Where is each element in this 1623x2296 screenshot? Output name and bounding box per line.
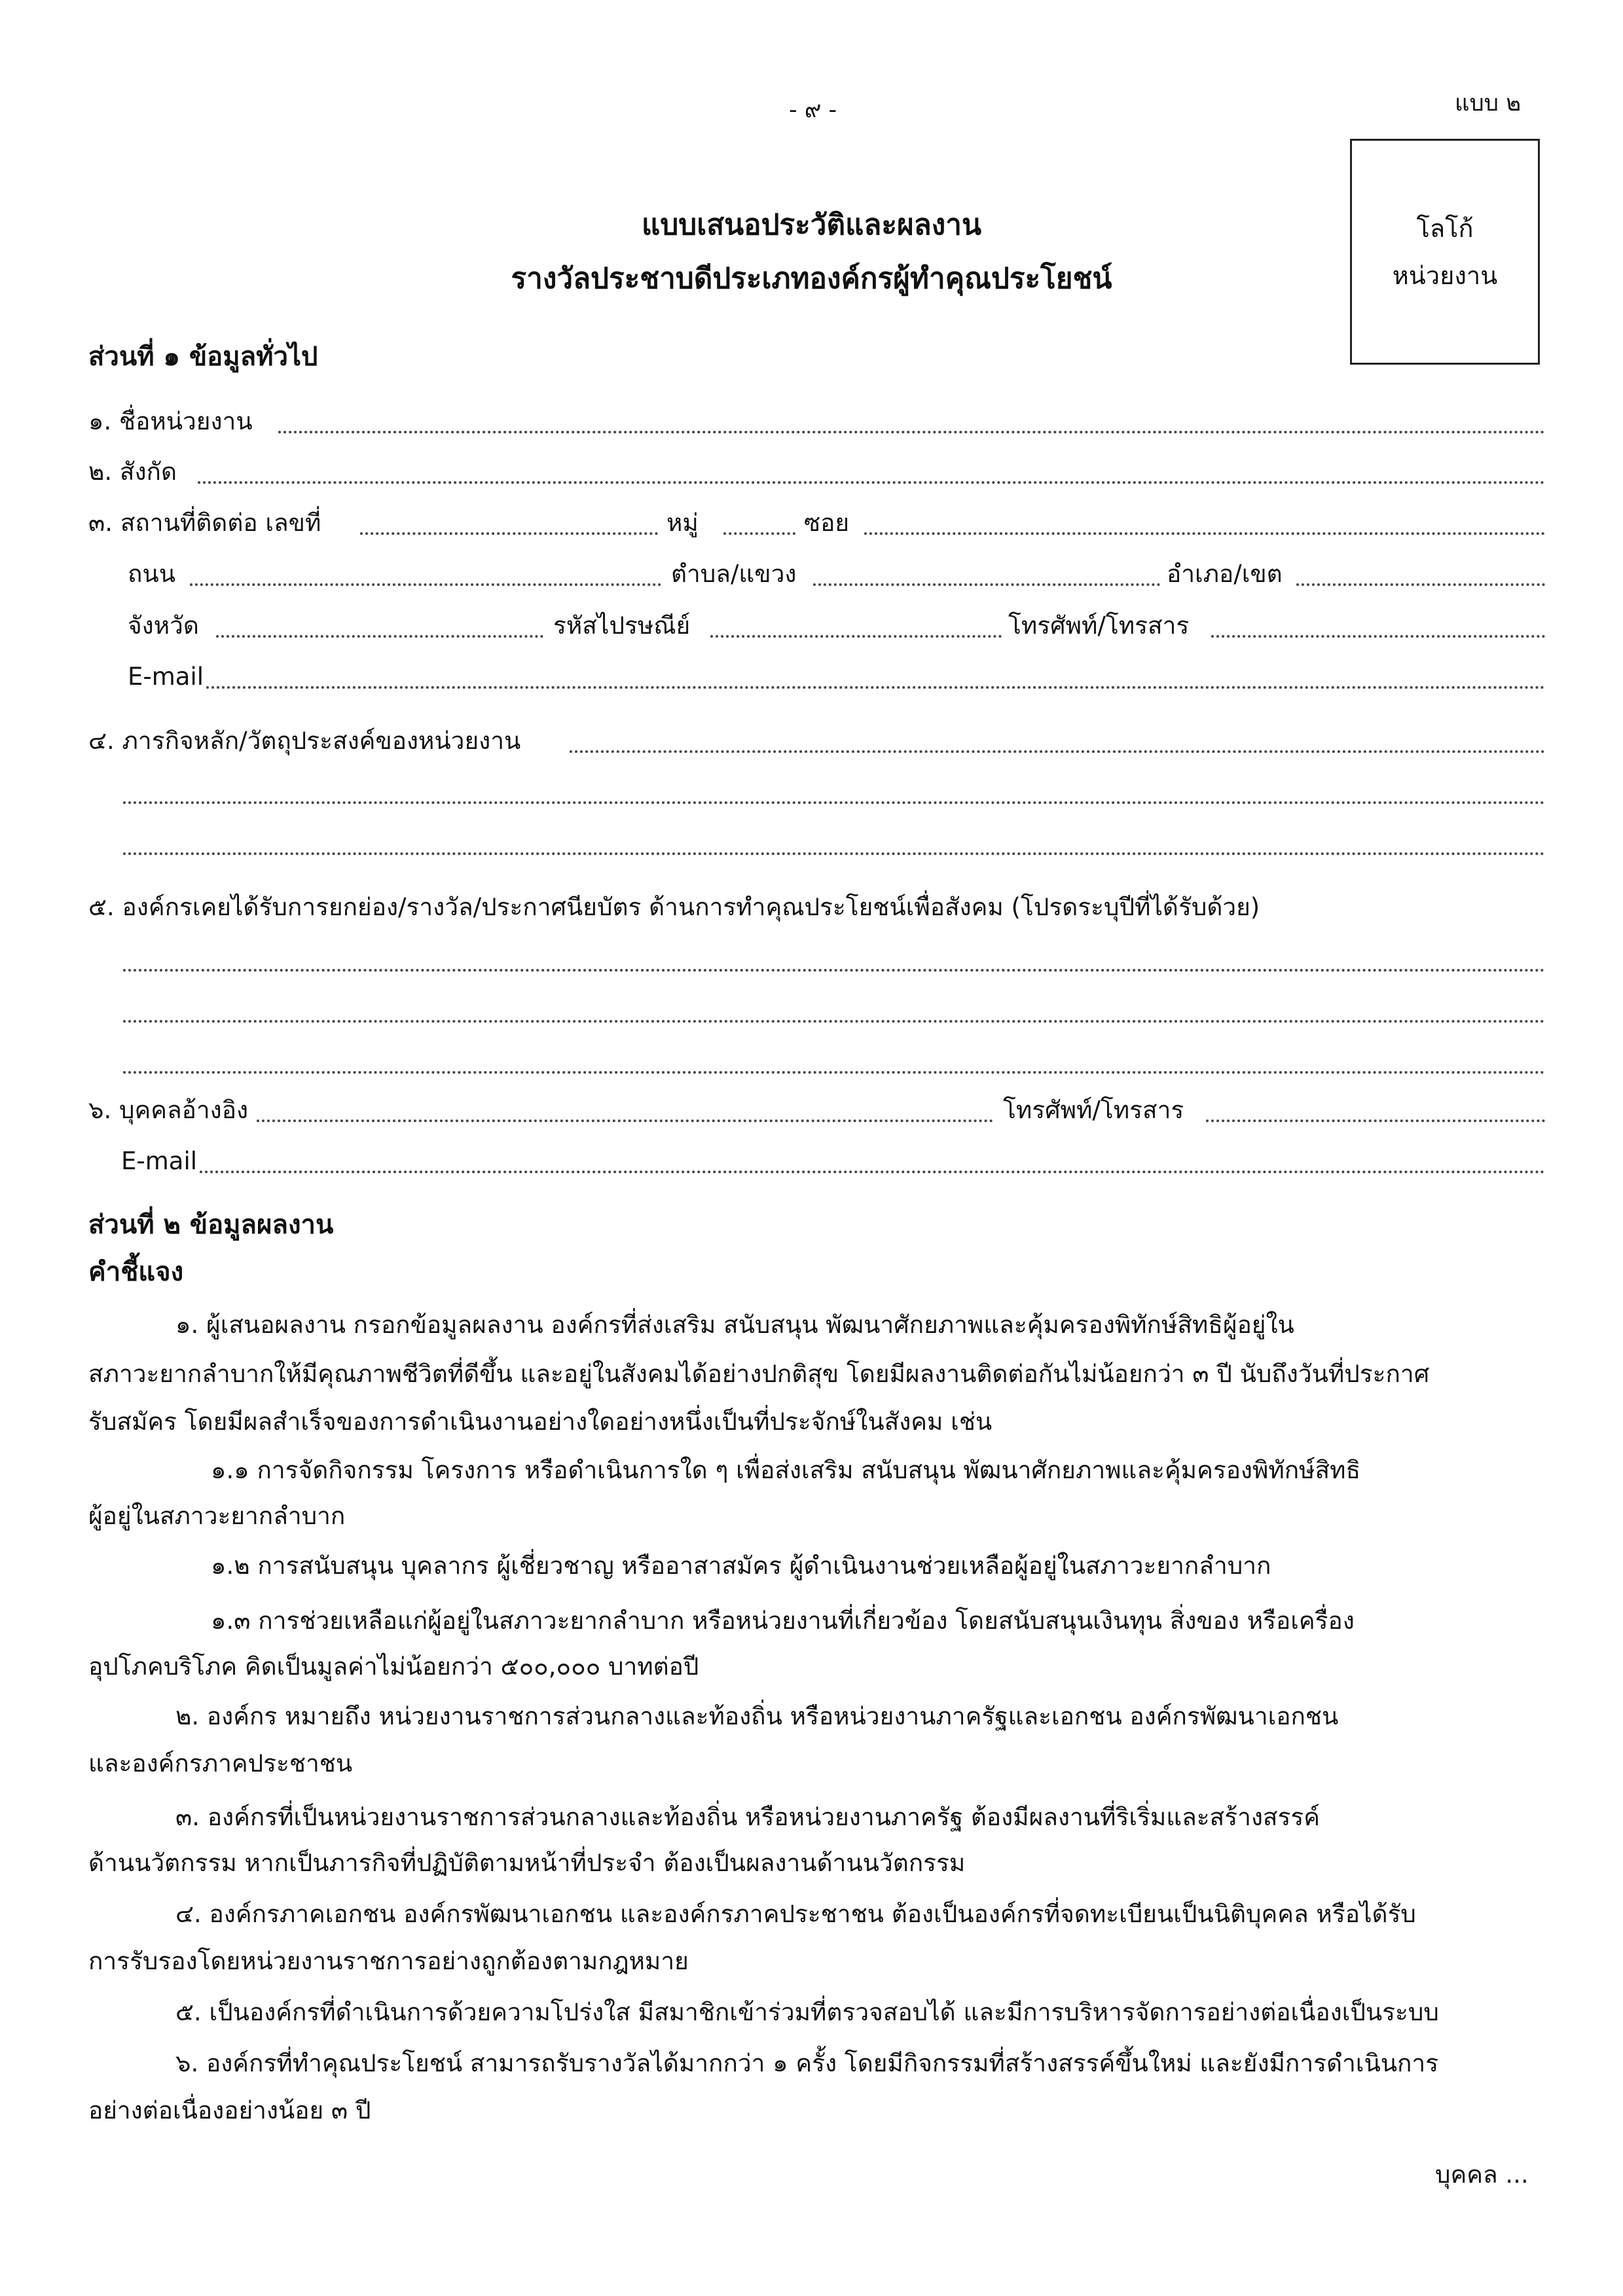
instruction-line: ผู้อยู่ในสภาวะยากลำบาก <box>88 1502 346 1530</box>
q4-mission-field[interactable] <box>570 750 1545 753</box>
q4-mission-field-line3[interactable] <box>123 852 1545 855</box>
q1-org-name-field[interactable] <box>278 431 1545 433</box>
instruction-line: การรับรองโดยหน่วยงานราชการอย่างถูกต้องตามกฎหมาย <box>88 1947 689 1975</box>
instruction-line: ๕. เป็นองค์กรที่ดำเนินการด้วยความโปร่งใส มีสมาชิกเข้าร่วมที่ตรวจสอบได้ และมีการบริหารจัดการอย่างต่อเนื่องเป็นระบบ <box>175 1998 1439 2026</box>
instruction-line: อย่างต่อเนื่องอย่างน้อย ๓ ปี <box>88 2096 371 2124</box>
part1-heading: ส่วนที่ ๑ ข้อมูลทั่วไป <box>88 342 318 372</box>
instruction-line: อุปโภคบริโภค คิดเป็นมูลค่าไม่น้อยกว่า ๕๐๐,๐๐๐ บาทต่อปี <box>88 1652 699 1681</box>
q3-road-field[interactable] <box>190 583 661 586</box>
instruction-line: ๖. องค์กรที่ทำคุณประโยชน์ สามารถรับรางวัลได้มากกว่า ๑ ครั้ง โดยมีกิจกรรมที่สร้างสรรค์ขึ้นใหม่ และยังมีการดำเนินการ <box>175 2049 1439 2077</box>
q3-road-label: ถนน <box>128 560 175 588</box>
form-title: แบบเสนอประวัติและผลงาน <box>641 208 982 242</box>
q6-email-label: E-mail <box>121 1147 198 1175</box>
q4-mission-field-line2[interactable] <box>123 801 1545 804</box>
q3-email-label: E-mail <box>128 663 204 691</box>
q3-tambon-field[interactable] <box>813 583 1160 586</box>
q3-soi-label: ซอย <box>804 509 850 537</box>
instruction-line: ๑. ผู้เสนอผลงาน กรอกข้อมูลผลงาน องค์กรที่ส่งเสริม สนับสนุน พัฒนาศักยภาพและคุ้มครองพิทักษ์สิทธิผู้อยู่ใน <box>175 1311 1294 1339</box>
continuation-marker: บุคคล ... <box>1435 2160 1529 2189</box>
q6-reference-person-field[interactable] <box>257 1120 993 1122</box>
q5-label: ๕. องค์กรเคยได้รับการยกย่อง/รางวัล/ประกาศนียบัตร ด้านการทำคุณประโยชน์เพื่อสังคม (โปรดระบุปีที่ได้รับด้วย) <box>88 893 1260 921</box>
q3-phone-label: โทรศัพท์/โทรสาร <box>1008 611 1190 640</box>
instruction-line: ๓. องค์กรที่เป็นหน่วยงานราชการส่วนกลางและท้องถิ่น หรือหน่วยงานภาครัฐ ต้องมีผลงานที่ริเริ่มและสร้างสรรค์ <box>175 1803 1320 1831</box>
q5-awards-field-line2[interactable] <box>123 1020 1545 1023</box>
q3-postcode-label: รหัสไปรษณีย์ <box>553 611 691 640</box>
instruction-line: ๑.๑ การจัดกิจกรรม โครงการ หรือดำเนินการใด ๆ เพื่อส่งเสริม สนับสนุน พัฒนาศักยภาพและคุ้มครองพิทักษ์สิทธิ <box>211 1456 1361 1484</box>
q3-province-field[interactable] <box>216 635 543 638</box>
instruction-line: ๑.๒ การสนับสนุน บุคลากร ผู้เชี่ยวชาญ หรืออาสาสมัคร ผู้ดำเนินงานช่วยเหลือผู้อยู่ในสภาวะยากลำบาก <box>211 1552 1271 1580</box>
q5-awards-field-line3[interactable] <box>123 1071 1545 1074</box>
form-subtitle: รางวัลประชาบดีประเภทองค์กรผู้ทำคุณประโยชน์ <box>511 262 1112 295</box>
q5-awards-field-line1[interactable] <box>123 969 1545 972</box>
instruction-line: ๔. องค์กรภาคเอกชน องค์กรพัฒนาเอกชน และองค์กรภาคประชาชน ต้องเป็นองค์กรที่จดทะเบียนเป็นนิติบุคคล หรือได้รับ <box>175 1900 1416 1928</box>
instruction-line: ๒. องค์กร หมายถึง หน่วยงานราชการส่วนกลางและท้องถิ่น หรือหน่วยงานภาครัฐและเอกชน องค์กรพัฒนาเอกชน <box>175 1702 1339 1730</box>
q3-moo-field[interactable] <box>723 532 795 535</box>
part2-heading: ส่วนที่ ๒ ข้อมูลผลงาน <box>88 1210 334 1240</box>
instruction-line: และองค์กรภาคประชาชน <box>88 1749 353 1777</box>
page-number: - ๙ - <box>789 97 837 123</box>
q3-label: ๓. สถานที่ติดต่อ เลขที่ <box>88 509 321 537</box>
form-code: แบบ ๒ <box>1455 90 1522 117</box>
part2-instructions-heading: คำชี้แจง <box>88 1257 184 1287</box>
q3-soi-field[interactable] <box>864 532 1545 535</box>
instruction-line: สภาวะยากลำบากให้มีคุณภาพชีวิตที่ดีขึ้น และอยู่ในสังคมได้อย่างปกติสุข โดยมีผลงานติดต่อกันไม่น้อยกว่า ๓ ปี นับถึงวันที่ประกาศ <box>88 1360 1430 1388</box>
q6-label: ๖. บุคคลอ้างอิง <box>88 1096 249 1124</box>
logo-box-label: โลโก้ <box>1416 213 1474 243</box>
q2-label: ๒. สังกัด <box>88 458 177 486</box>
q6-email-field[interactable] <box>200 1171 1545 1173</box>
q3-email-field[interactable] <box>206 686 1545 689</box>
q3-postcode-field[interactable] <box>710 635 1002 638</box>
q3-moo-label: หมู่ <box>666 509 699 537</box>
q2-affiliation-field[interactable] <box>198 481 1545 484</box>
instruction-line: รับสมัคร โดยมีผลสำเร็จของการดำเนินงานอย่างใดอย่างหนึ่งเป็นที่ประจักษ์ในสังคม เช่น <box>88 1408 993 1436</box>
q3-province-label: จังหวัด <box>128 611 199 640</box>
q3-house-number-field[interactable] <box>360 532 658 535</box>
q6-phone-field[interactable] <box>1206 1120 1545 1122</box>
logo-box-sublabel: หน่วยงาน <box>1392 261 1498 290</box>
q3-tambon-label: ตำบล/แขวง <box>671 560 797 588</box>
q3-amphoe-label: อำเภอ/เขต <box>1167 560 1283 588</box>
q1-label: ๑. ชื่อหน่วยงาน <box>88 407 253 435</box>
instruction-line: ด้านนวัตกรรม หากเป็นภารกิจที่ปฏิบัติตามหน้าที่ประจำ ต้องเป็นผลงานด้านนวัตกรรม <box>88 1849 966 1877</box>
q3-amphoe-field[interactable] <box>1296 583 1545 586</box>
logo-placeholder-box <box>1350 139 1540 365</box>
q3-phone-field[interactable] <box>1211 635 1545 638</box>
instruction-line: ๑.๓ การช่วยเหลือแก่ผู้อยู่ในสภาวะยากลำบาก หรือหน่วยงานที่เกี่ยวข้อง โดยสนับสนุนเงินทุน สิ่งของ หรือเครื่อง <box>211 1607 1355 1635</box>
q6-phone-label: โทรศัพท์/โทรสาร <box>1003 1096 1184 1124</box>
q4-label: ๔. ภารกิจหลัก/วัตถุประสงค์ของหน่วยงาน <box>88 727 521 755</box>
